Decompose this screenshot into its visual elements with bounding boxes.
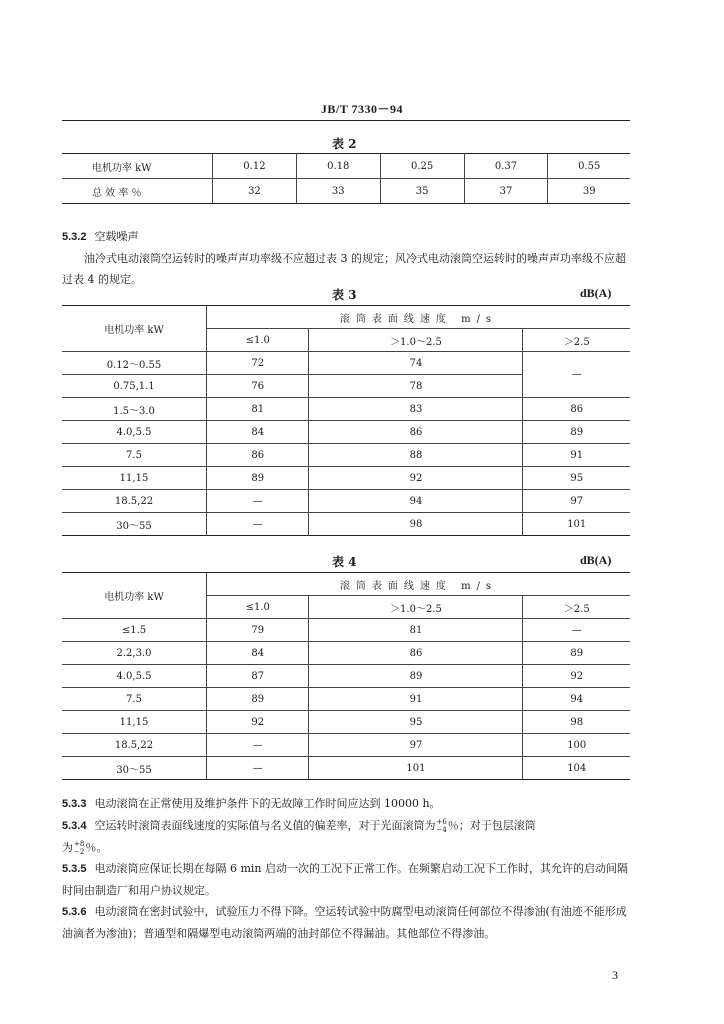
table-cell: 81 bbox=[309, 619, 523, 642]
section-text: 电动滚筒在密封试验中，试验压力不得下降。空运转试验中防腐型电动滚筒任何部位不得渗油(有油迹不能形成油滴者为渗油)；普通型和隔爆型电动滚筒两端的油封部位不得漏油。其他部位不得渗油。 bbox=[62, 905, 627, 940]
header-rule bbox=[62, 120, 630, 121]
section-number: 5.3.5 bbox=[62, 863, 87, 875]
section-number: 5.3.6 bbox=[62, 906, 87, 918]
table-cell: 101 bbox=[523, 513, 630, 536]
table-cell: 74 bbox=[309, 352, 523, 375]
table-row bbox=[62, 421, 630, 444]
table-cell: 84 bbox=[207, 642, 309, 665]
table-cell: 91 bbox=[309, 688, 523, 711]
table-row bbox=[62, 711, 630, 734]
table-cell: 95 bbox=[309, 711, 523, 734]
table-cell: — bbox=[207, 757, 309, 780]
tolerance-upper: +6 bbox=[436, 818, 447, 826]
table4-caption: 表 4 bbox=[332, 555, 357, 569]
power-cell: 18.5,22 bbox=[62, 734, 207, 757]
power-cell: 30～55 bbox=[62, 513, 207, 536]
table-cell: 98 bbox=[309, 513, 523, 536]
table-cell: 91 bbox=[523, 444, 630, 467]
section-5-3-3 bbox=[62, 793, 630, 815]
power-cell: 18.5,22 bbox=[62, 490, 207, 513]
table-cell: — bbox=[207, 513, 309, 536]
table-cell: 86 bbox=[523, 398, 630, 421]
table-cell: 72 bbox=[207, 352, 309, 375]
section-text: 电动滚筒应保证长期在每隔 6 min 启动一次的工况下正常工作。在频繁启动工况下工作时，其允许的启动间隔时间由制造厂和用户协议规定。 bbox=[62, 862, 628, 897]
section-5-3-4 bbox=[62, 815, 630, 837]
page-number: 3 bbox=[612, 968, 618, 982]
section-5-3-6 bbox=[62, 901, 630, 944]
speed-col-header: ≤1.0 bbox=[207, 596, 309, 619]
section-text: 为 bbox=[62, 841, 73, 854]
table-cell: — bbox=[523, 352, 630, 398]
table-cell: 86 bbox=[207, 444, 309, 467]
table-row bbox=[62, 490, 630, 513]
table-row bbox=[62, 154, 630, 179]
speed-col-header: ＞2.5 bbox=[523, 329, 630, 352]
table-cell: 92 bbox=[309, 467, 523, 490]
section-5-3-4-cont bbox=[62, 837, 630, 858]
tolerance-lower: −2 bbox=[74, 848, 85, 856]
table4-unit: dB(A) bbox=[580, 553, 612, 567]
table2 bbox=[62, 153, 630, 204]
table3 bbox=[62, 305, 630, 536]
table-cell: 76 bbox=[207, 375, 309, 398]
section-number: 5.3.4 bbox=[62, 820, 87, 832]
table-row bbox=[62, 619, 630, 642]
tolerance-upper: +8 bbox=[74, 840, 85, 848]
power-cell: 2.2,3.0 bbox=[62, 642, 207, 665]
table-cell: 33 bbox=[296, 179, 380, 204]
table-cell: 100 bbox=[523, 734, 630, 757]
table3-unit: dB(A) bbox=[580, 286, 612, 300]
table4 bbox=[62, 572, 630, 780]
table-cell: 88 bbox=[309, 444, 523, 467]
table-row bbox=[62, 179, 630, 204]
section-title: 空载噪声 bbox=[94, 230, 139, 243]
table-cell: 0.18 bbox=[296, 154, 380, 179]
table-cell: 89 bbox=[207, 467, 309, 490]
power-cell: 0.12～0.55 bbox=[62, 352, 207, 375]
table-cell: 83 bbox=[309, 398, 523, 421]
power-cell: 1.5～3.0 bbox=[62, 398, 207, 421]
table-cell: 89 bbox=[207, 688, 309, 711]
table-cell: 84 bbox=[207, 421, 309, 444]
table-cell: 97 bbox=[523, 490, 630, 513]
table-cell: 0.25 bbox=[380, 154, 464, 179]
table2-row-label: 总 效 率 ％ bbox=[62, 179, 213, 204]
table-cell: 32 bbox=[213, 179, 297, 204]
table-cell: — bbox=[207, 734, 309, 757]
table-cell: 37 bbox=[464, 179, 548, 204]
power-cell: 4.0,5.5 bbox=[62, 421, 207, 444]
table-cell: 87 bbox=[207, 665, 309, 688]
table-row bbox=[62, 398, 630, 421]
table2-row-label: 电机功率 kW bbox=[92, 162, 152, 174]
table-row bbox=[62, 444, 630, 467]
power-cell: 0.75,1.1 bbox=[62, 375, 207, 398]
speed-col-header: ＞1.0～2.5 bbox=[309, 596, 523, 619]
table-row bbox=[62, 642, 630, 665]
tolerance-1 bbox=[436, 818, 446, 834]
table-header-row bbox=[62, 573, 630, 596]
power-cell: 7.5 bbox=[62, 688, 207, 711]
table2-caption: 表 2 bbox=[332, 137, 357, 151]
table-cell: 0.37 bbox=[464, 154, 548, 179]
table-cell: — bbox=[523, 619, 630, 642]
table-cell: 94 bbox=[309, 490, 523, 513]
table-cell: 89 bbox=[523, 642, 630, 665]
power-cell: 11,15 bbox=[62, 467, 207, 490]
table-cell: 104 bbox=[523, 757, 630, 780]
table-cell: 0.55 bbox=[548, 154, 630, 179]
speed-col-header: ≤1.0 bbox=[207, 329, 309, 352]
table-cell: 89 bbox=[309, 665, 523, 688]
table-cell: 78 bbox=[309, 375, 523, 398]
tolerance-lower: −4 bbox=[436, 826, 447, 834]
section-5-3-2 bbox=[62, 226, 630, 290]
speed-col-header: ＞1.0～2.5 bbox=[309, 329, 523, 352]
table-cell: 97 bbox=[309, 734, 523, 757]
section-text: ％；对于包层滚筒 bbox=[447, 819, 536, 832]
table-cell: — bbox=[207, 490, 309, 513]
table-cell: 81 bbox=[207, 398, 309, 421]
table-cell: 79 bbox=[207, 619, 309, 642]
table-cell: 0.12 bbox=[213, 154, 297, 179]
power-cell: 30～55 bbox=[62, 757, 207, 780]
table-cell: 35 bbox=[380, 179, 464, 204]
power-cell: 4.0,5.5 bbox=[62, 665, 207, 688]
power-cell: 7.5 bbox=[62, 444, 207, 467]
power-cell: ≤1.5 bbox=[62, 619, 207, 642]
tolerance-2 bbox=[74, 840, 84, 856]
table4-speed-header: 滚筒表面线速度 m/s bbox=[207, 573, 631, 596]
table-header-row bbox=[62, 306, 630, 329]
table3-power-header: 电机功率 kW bbox=[62, 306, 207, 352]
table-cell: 86 bbox=[309, 421, 523, 444]
section-number: 5.3.2 bbox=[62, 231, 87, 243]
table-row bbox=[62, 665, 630, 688]
table-row bbox=[62, 757, 630, 780]
table-row bbox=[62, 734, 630, 757]
sections-5-3-3-to-5-3-6 bbox=[62, 793, 630, 944]
table-row bbox=[62, 513, 630, 536]
table-cell: 98 bbox=[523, 711, 630, 734]
table3-caption: 表 3 bbox=[332, 288, 357, 302]
section-text: 油冷式电动滚筒空运转时的噪声声功率级不应超过表 3 的规定；风冷式电动滚筒空运转时的噪声声功率级不应超过表 4 的规定。 bbox=[62, 252, 626, 286]
speed-col-header: ＞2.5 bbox=[523, 596, 630, 619]
table3-speed-header: 滚筒表面线速度 m/s bbox=[207, 306, 631, 329]
table-cell: 94 bbox=[523, 688, 630, 711]
table-cell: 89 bbox=[523, 421, 630, 444]
section-number: 5.3.3 bbox=[62, 798, 87, 810]
table-row bbox=[62, 467, 630, 490]
standard-header: JB/T 7330－94 bbox=[320, 102, 404, 116]
table-cell: 92 bbox=[523, 665, 630, 688]
table-cell: 86 bbox=[309, 642, 523, 665]
table-cell: 39 bbox=[548, 179, 630, 204]
table-row bbox=[62, 688, 630, 711]
table-cell: 92 bbox=[207, 711, 309, 734]
section-5-3-5 bbox=[62, 858, 630, 901]
table-cell: 101 bbox=[309, 757, 523, 780]
section-text: 空运转时滚筒表面线速度的实际值与名义值的偏差率，对于光面滚筒为 bbox=[94, 819, 436, 832]
table4-power-header: 电机功率 kW bbox=[62, 573, 207, 619]
section-text: ％。 bbox=[85, 841, 108, 854]
section-text: 电动滚筒在正常使用及维护条件下的无故障工作时间应达到 10000 h。 bbox=[94, 797, 441, 810]
power-cell: 11,15 bbox=[62, 711, 207, 734]
table-row bbox=[62, 352, 630, 375]
table-cell: 95 bbox=[523, 467, 630, 490]
